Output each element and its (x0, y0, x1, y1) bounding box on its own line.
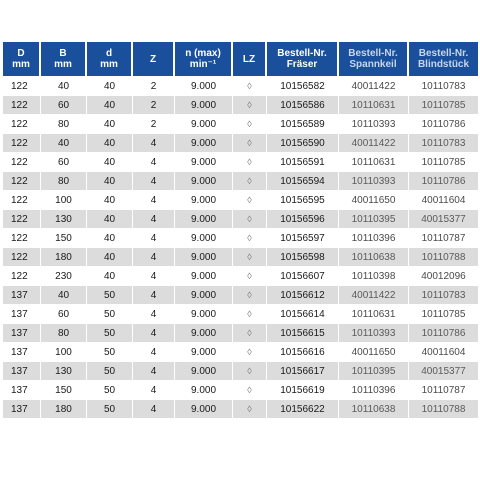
cell-order-wedge: 10110638 (339, 247, 409, 266)
cell-order-cutter: 10156622 (267, 399, 339, 418)
cell-order-wedge: 10110396 (339, 228, 409, 247)
header-order-blank: Bestell-Nr. Blindstück (409, 42, 478, 76)
table-row (3, 228, 478, 247)
cell-n-max: 9.000 (175, 95, 233, 114)
cell-z: 4 (133, 380, 175, 399)
cell-order-cutter: 10156591 (267, 152, 339, 171)
cell-d: 122 (3, 95, 41, 114)
cell-z: 4 (133, 285, 175, 304)
cell-lz: ◊ (233, 190, 267, 209)
cell-n-max: 9.000 (175, 171, 233, 190)
cell-bore: 40 (87, 247, 133, 266)
header-lz: LZ (233, 42, 267, 76)
table-row (3, 209, 478, 228)
cell-z: 4 (133, 361, 175, 380)
cell-order-blank: 10110788 (409, 247, 478, 266)
cell-n-max: 9.000 (175, 247, 233, 266)
header-row (3, 42, 478, 76)
cell-bore: 40 (87, 95, 133, 114)
cell-bore: 40 (87, 133, 133, 152)
cell-order-blank: 10110785 (409, 304, 478, 323)
cell-d: 122 (3, 228, 41, 247)
cell-order-blank: 10110788 (409, 399, 478, 418)
cell-lz: ◊ (233, 342, 267, 361)
cell-d: 137 (3, 399, 41, 418)
table-body (3, 76, 478, 418)
cell-lz: ◊ (233, 323, 267, 342)
cell-order-wedge: 40011422 (339, 76, 409, 95)
cell-order-wedge: 10110393 (339, 114, 409, 133)
cell-order-blank: 40012096 (409, 266, 478, 285)
cell-b: 180 (41, 247, 87, 266)
table-row (3, 114, 478, 133)
cell-order-cutter: 10156615 (267, 323, 339, 342)
cell-order-cutter: 10156590 (267, 133, 339, 152)
cell-n-max: 9.000 (175, 304, 233, 323)
cell-order-cutter: 10156586 (267, 95, 339, 114)
cell-d: 122 (3, 152, 41, 171)
cell-order-cutter: 10156616 (267, 342, 339, 361)
cell-bore: 40 (87, 266, 133, 285)
cell-order-cutter: 10156612 (267, 285, 339, 304)
cell-lz: ◊ (233, 133, 267, 152)
cell-z: 4 (133, 171, 175, 190)
cell-lz: ◊ (233, 95, 267, 114)
cell-bore: 50 (87, 342, 133, 361)
cell-bore: 40 (87, 171, 133, 190)
table-row (3, 95, 478, 114)
cell-bore: 40 (87, 228, 133, 247)
cell-order-wedge: 10110398 (339, 266, 409, 285)
cell-z: 2 (133, 95, 175, 114)
cell-lz: ◊ (233, 247, 267, 266)
cell-d: 122 (3, 133, 41, 152)
table-row (3, 247, 478, 266)
cell-bore: 40 (87, 114, 133, 133)
cell-b: 60 (41, 304, 87, 323)
cell-order-wedge: 10110631 (339, 152, 409, 171)
cell-d: 122 (3, 114, 41, 133)
cell-order-wedge: 40011422 (339, 133, 409, 152)
cell-z: 4 (133, 228, 175, 247)
cell-order-wedge: 10110393 (339, 323, 409, 342)
cell-order-cutter: 10156582 (267, 76, 339, 95)
cell-order-blank: 10110785 (409, 152, 478, 171)
cell-z: 4 (133, 133, 175, 152)
header-order-cutter: Bestell-Nr. Fräser (267, 42, 339, 76)
cell-lz: ◊ (233, 266, 267, 285)
cell-z: 4 (133, 399, 175, 418)
cell-b: 230 (41, 266, 87, 285)
table-row (3, 380, 478, 399)
cell-z: 4 (133, 247, 175, 266)
cell-d: 122 (3, 190, 41, 209)
cell-z: 4 (133, 304, 175, 323)
cell-order-blank: 40015377 (409, 361, 478, 380)
table-row (3, 152, 478, 171)
cell-z: 4 (133, 209, 175, 228)
cell-order-cutter: 10156614 (267, 304, 339, 323)
table-row (3, 323, 478, 342)
cell-d: 137 (3, 380, 41, 399)
cell-order-cutter: 10156617 (267, 361, 339, 380)
cell-n-max: 9.000 (175, 209, 233, 228)
cell-b: 130 (41, 361, 87, 380)
cell-bore: 50 (87, 285, 133, 304)
spec-table (3, 42, 478, 418)
cell-bore: 40 (87, 152, 133, 171)
cell-order-wedge: 10110396 (339, 380, 409, 399)
cell-order-blank: 10110786 (409, 114, 478, 133)
cell-order-cutter: 10156607 (267, 266, 339, 285)
cell-n-max: 9.000 (175, 190, 233, 209)
cell-b: 80 (41, 171, 87, 190)
table-row (3, 133, 478, 152)
cell-lz: ◊ (233, 152, 267, 171)
cell-n-max: 9.000 (175, 152, 233, 171)
cell-n-max: 9.000 (175, 228, 233, 247)
cell-d: 137 (3, 323, 41, 342)
cell-order-blank: 10110787 (409, 380, 478, 399)
cell-d: 122 (3, 266, 41, 285)
cell-order-blank: 10110783 (409, 285, 478, 304)
cell-bore: 40 (87, 76, 133, 95)
cell-d: 122 (3, 247, 41, 266)
cell-b: 80 (41, 323, 87, 342)
header-b: B mm (41, 42, 87, 76)
cell-z: 4 (133, 152, 175, 171)
cell-order-wedge: 40011650 (339, 190, 409, 209)
cell-bore: 50 (87, 380, 133, 399)
cell-bore: 50 (87, 399, 133, 418)
cell-order-blank: 10110783 (409, 133, 478, 152)
cell-lz: ◊ (233, 285, 267, 304)
cell-order-cutter: 10156597 (267, 228, 339, 247)
cell-bore: 50 (87, 361, 133, 380)
cell-order-wedge: 10110393 (339, 171, 409, 190)
cell-z: 4 (133, 266, 175, 285)
cell-order-blank: 10110785 (409, 95, 478, 114)
cell-order-blank: 40011604 (409, 190, 478, 209)
cell-order-cutter: 10156589 (267, 114, 339, 133)
cell-order-wedge: 10110395 (339, 209, 409, 228)
table-row (3, 342, 478, 361)
table-row (3, 285, 478, 304)
table-row (3, 304, 478, 323)
cell-order-blank: 10110783 (409, 76, 478, 95)
cell-order-wedge: 10110638 (339, 399, 409, 418)
cell-d: 137 (3, 342, 41, 361)
cell-b: 150 (41, 380, 87, 399)
header-z: Z (133, 42, 175, 76)
table-row (3, 266, 478, 285)
cell-order-cutter: 10156595 (267, 190, 339, 209)
cell-order-blank: 10110786 (409, 171, 478, 190)
cell-b: 100 (41, 190, 87, 209)
cell-d: 122 (3, 171, 41, 190)
cell-b: 40 (41, 285, 87, 304)
cell-n-max: 9.000 (175, 399, 233, 418)
cell-z: 4 (133, 190, 175, 209)
cell-lz: ◊ (233, 114, 267, 133)
cell-lz: ◊ (233, 228, 267, 247)
cell-bore: 50 (87, 323, 133, 342)
cell-n-max: 9.000 (175, 76, 233, 95)
cell-order-wedge: 10110631 (339, 304, 409, 323)
cell-b: 60 (41, 152, 87, 171)
cell-n-max: 9.000 (175, 266, 233, 285)
cell-n-max: 9.000 (175, 323, 233, 342)
cell-order-cutter: 10156594 (267, 171, 339, 190)
cell-bore: 40 (87, 190, 133, 209)
table-row (3, 76, 478, 95)
header-n-max: n (max) min⁻¹ (175, 42, 233, 76)
cell-order-wedge: 10110631 (339, 95, 409, 114)
cell-order-cutter: 10156598 (267, 247, 339, 266)
cell-order-blank: 40011604 (409, 342, 478, 361)
cell-lz: ◊ (233, 380, 267, 399)
cell-order-blank: 10110787 (409, 228, 478, 247)
cell-b: 40 (41, 133, 87, 152)
cell-d: 137 (3, 285, 41, 304)
cell-lz: ◊ (233, 399, 267, 418)
cell-order-wedge: 10110395 (339, 361, 409, 380)
cell-d: 122 (3, 209, 41, 228)
table-row (3, 190, 478, 209)
header-bore: d mm (87, 42, 133, 76)
cell-order-cutter: 10156619 (267, 380, 339, 399)
cell-order-cutter: 10156596 (267, 209, 339, 228)
cell-b: 150 (41, 228, 87, 247)
cell-order-wedge: 40011422 (339, 285, 409, 304)
table-row (3, 361, 478, 380)
cell-order-blank: 10110786 (409, 323, 478, 342)
cell-lz: ◊ (233, 304, 267, 323)
cell-bore: 50 (87, 304, 133, 323)
cell-z: 2 (133, 114, 175, 133)
cell-d: 137 (3, 304, 41, 323)
cell-z: 4 (133, 342, 175, 361)
header-order-wedge: Bestell-Nr. Spannkeil (339, 42, 409, 76)
cell-lz: ◊ (233, 209, 267, 228)
cell-n-max: 9.000 (175, 380, 233, 399)
cell-z: 4 (133, 323, 175, 342)
cell-lz: ◊ (233, 171, 267, 190)
cell-n-max: 9.000 (175, 361, 233, 380)
cell-lz: ◊ (233, 361, 267, 380)
cell-b: 100 (41, 342, 87, 361)
cell-b: 180 (41, 399, 87, 418)
header-d: D mm (3, 42, 41, 76)
cell-lz: ◊ (233, 76, 267, 95)
cell-n-max: 9.000 (175, 342, 233, 361)
cell-n-max: 9.000 (175, 114, 233, 133)
cell-d: 122 (3, 76, 41, 95)
table-row (3, 171, 478, 190)
cell-d: 137 (3, 361, 41, 380)
table-row (3, 399, 478, 418)
cell-b: 130 (41, 209, 87, 228)
cell-order-wedge: 40011650 (339, 342, 409, 361)
cell-z: 2 (133, 76, 175, 95)
cell-n-max: 9.000 (175, 285, 233, 304)
cell-n-max: 9.000 (175, 133, 233, 152)
cell-b: 40 (41, 76, 87, 95)
cell-b: 60 (41, 95, 87, 114)
cell-order-blank: 40015377 (409, 209, 478, 228)
cell-bore: 40 (87, 209, 133, 228)
cell-b: 80 (41, 114, 87, 133)
